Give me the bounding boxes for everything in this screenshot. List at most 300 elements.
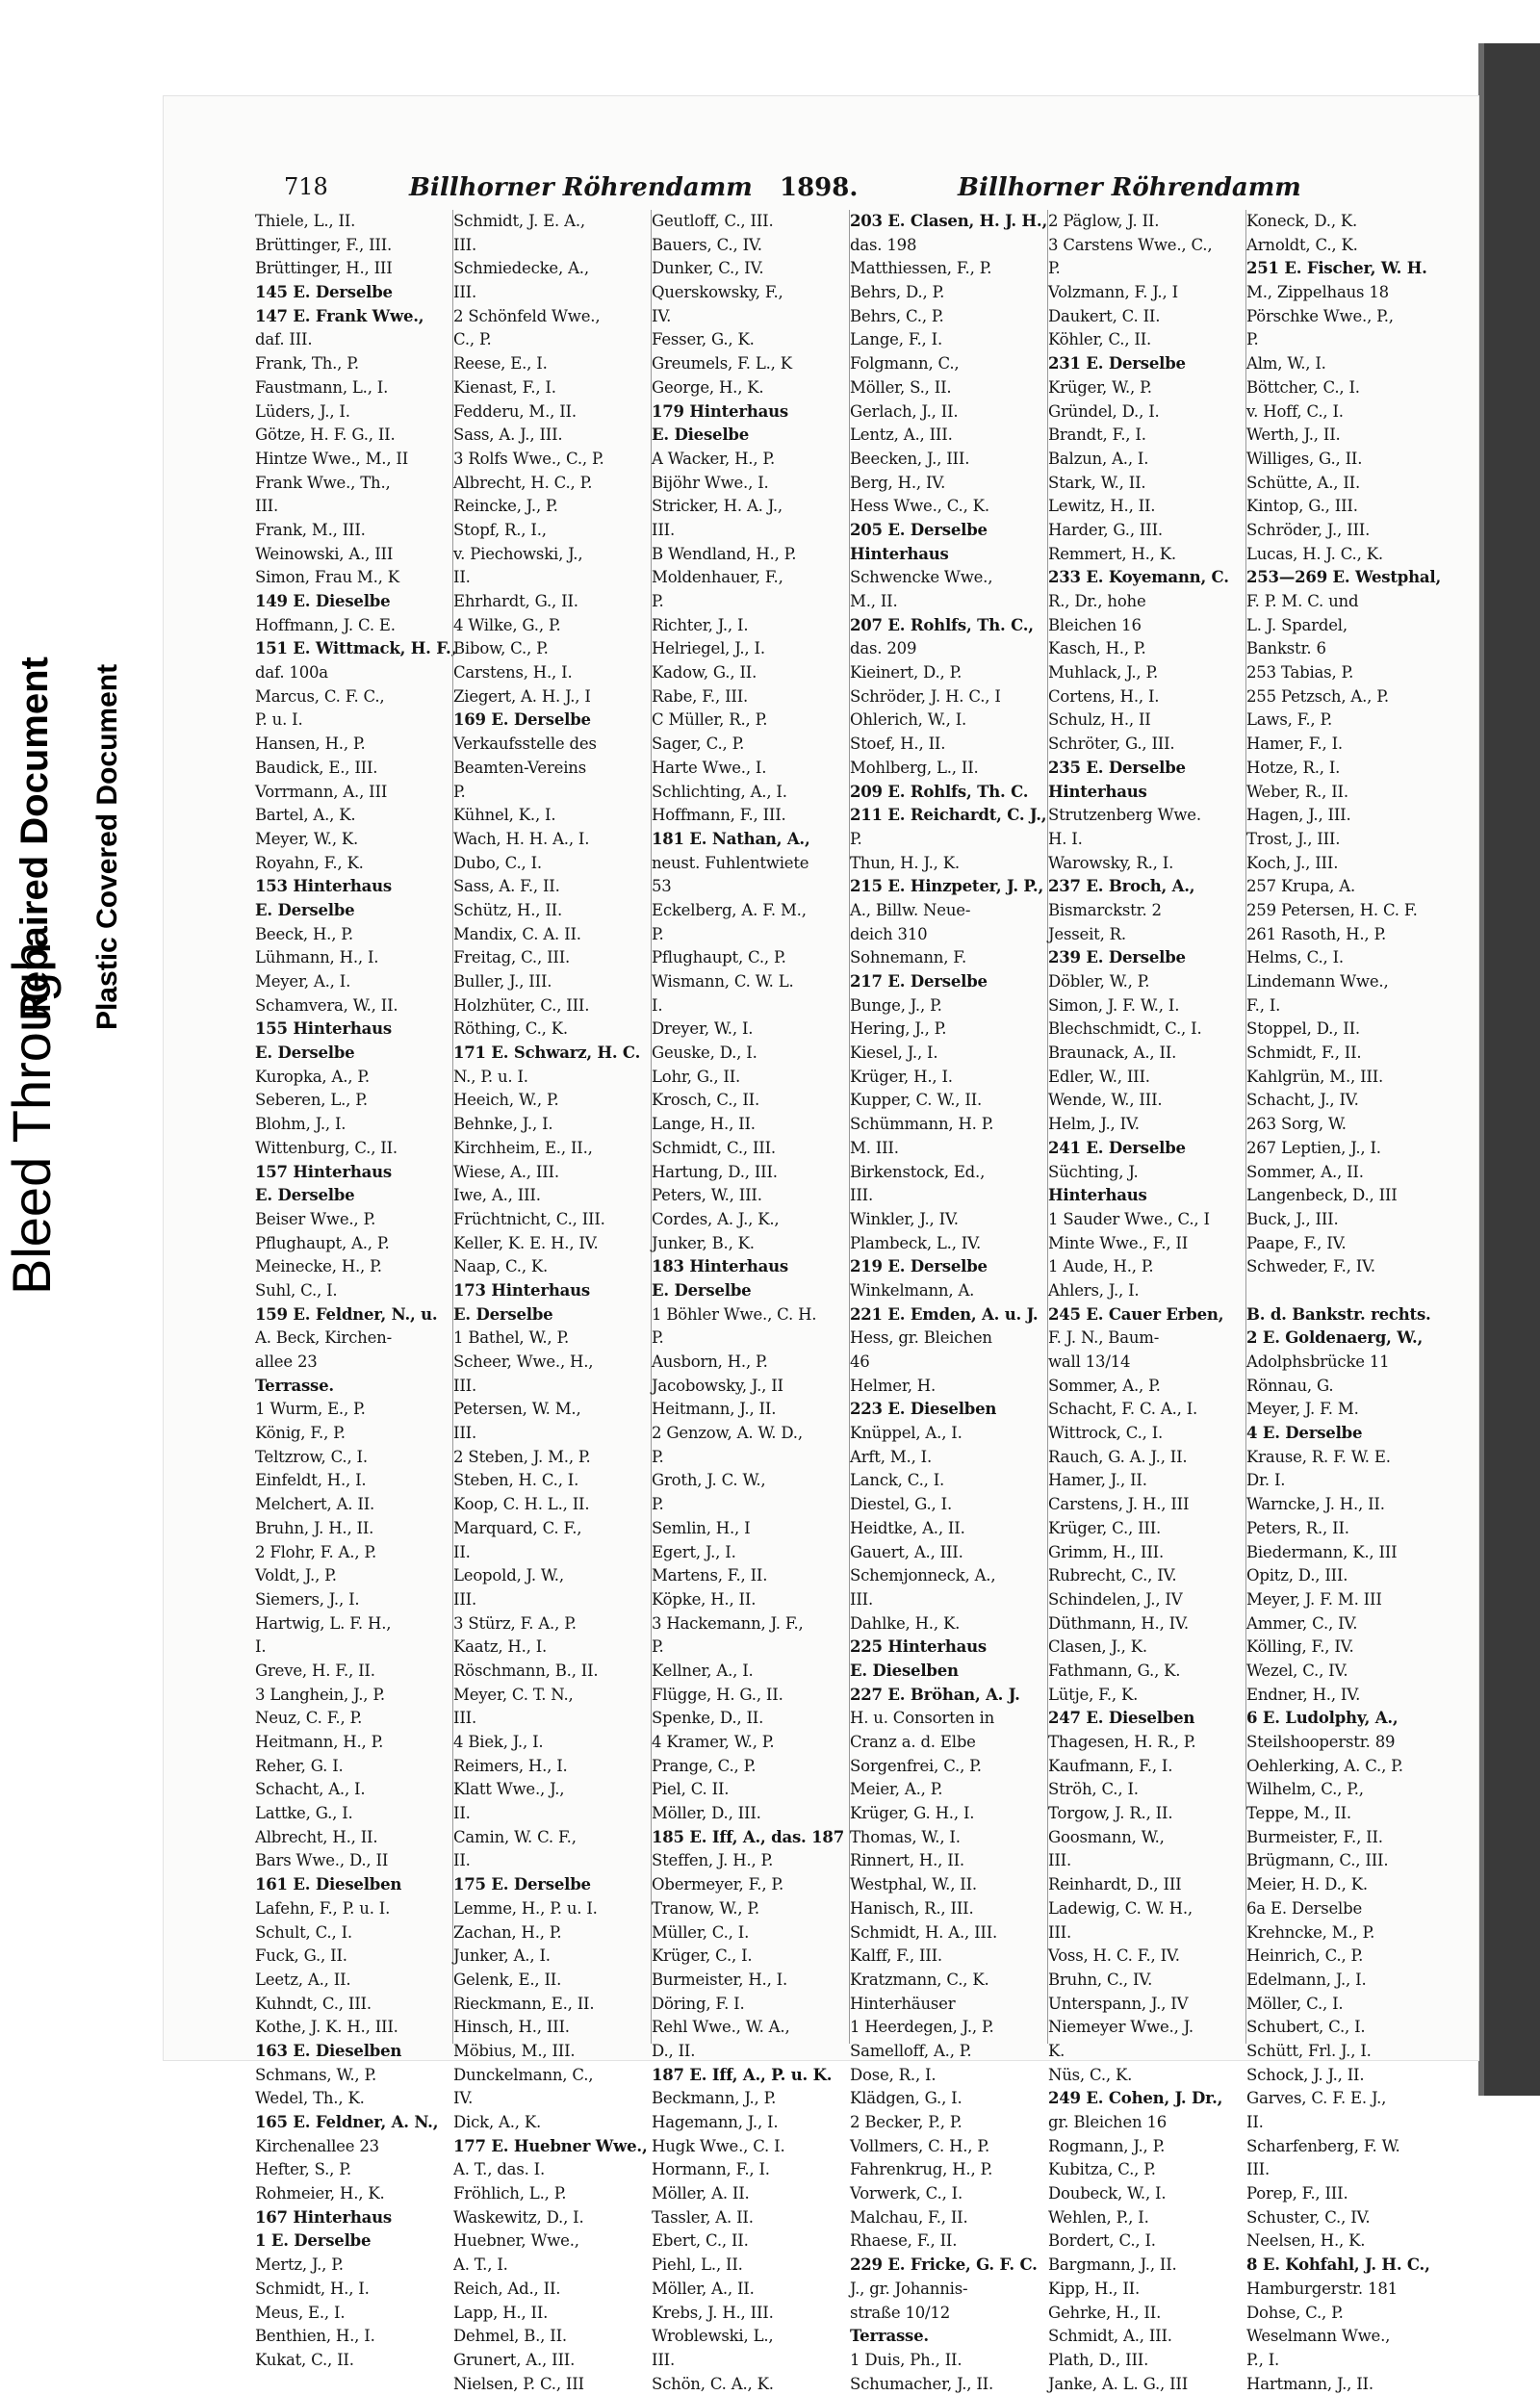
directory-entry: Schacht, A., I. bbox=[255, 1780, 366, 1799]
directory-entry: Fröhlich, L., P. bbox=[453, 2184, 567, 2203]
directory-entry: Stricker, H. A. J., bbox=[652, 497, 783, 516]
directory-entry: Brandt, F., I. bbox=[1048, 425, 1146, 445]
directory-entry: daf. III. bbox=[255, 330, 313, 349]
directory-entry: Rehl Wwe., W. A., bbox=[652, 2018, 790, 2037]
directory-entry: Werth, J., II. bbox=[1246, 425, 1341, 445]
directory-entry: Eckelberg, A. F. M., bbox=[652, 900, 807, 919]
directory-entry: Thomas, W., I. bbox=[850, 1827, 961, 1846]
directory-entry: Porep, F., III. bbox=[1246, 2184, 1348, 2203]
directory-entry: Schemjonneck, A., bbox=[850, 1566, 996, 1585]
directory-entry: Pflughaupt, C., P. bbox=[652, 948, 786, 967]
directory-entry: Lemme, H., P. u. I. bbox=[453, 1898, 598, 1918]
directory-entry: Neuz, C. F., P. bbox=[255, 1709, 363, 1728]
directory-entry: Kühnel, K., I. bbox=[453, 806, 556, 825]
directory-entry: 185 E. Iff, A., das. 187 bbox=[652, 1827, 844, 1846]
directory-entry: Cortens, H., I. bbox=[1048, 686, 1160, 706]
directory-entry: Blechschmidt, C., I. bbox=[1048, 1019, 1202, 1039]
directory-entry: I. bbox=[255, 1637, 267, 1657]
directory-entry: Schümmann, H. P. bbox=[850, 1115, 994, 1134]
directory-entry: Kellner, A., I. bbox=[652, 1661, 754, 1680]
directory-entry: Fuck, G., II. bbox=[255, 1946, 347, 1966]
directory-entry: Hoffmann, J. C. E. bbox=[255, 615, 396, 634]
directory-entry: Schmidt, F., II. bbox=[1246, 1043, 1362, 1063]
directory-entry: Janke, A. L. G., III bbox=[1048, 2374, 1189, 2393]
directory-entry: Leetz, A., II. bbox=[255, 1970, 351, 1989]
directory-entry: 3 Rolfs Wwe., C., P. bbox=[453, 449, 604, 468]
directory-entry: Harder, G., III. bbox=[1048, 520, 1163, 539]
directory-entry: Tassler, A. II. bbox=[652, 2207, 754, 2227]
directory-entry: Balzun, A., I. bbox=[1048, 449, 1149, 468]
directory-entry: Heidtke, A., II. bbox=[850, 1518, 965, 1537]
directory-entry: 46 bbox=[850, 1353, 870, 1371]
directory-entry: Köhler, C., II. bbox=[1048, 330, 1152, 349]
directory-entry: 235 E. Derselbe bbox=[1048, 758, 1186, 777]
directory-entry: Jacobowsky, J., II bbox=[652, 1376, 783, 1395]
directory-entry: Dose, R., I. bbox=[850, 2065, 937, 2084]
directory-entry: Schubert, C., I. bbox=[1246, 2018, 1366, 2037]
directory-column-1 bbox=[255, 210, 457, 2369]
directory-entry: P. bbox=[1246, 330, 1259, 349]
directory-entry: Hamer, F., I. bbox=[1246, 734, 1343, 754]
directory-entry: Rubrecht, C., IV. bbox=[1048, 1566, 1177, 1585]
directory-entry: Groth, J. C. W., bbox=[652, 1471, 766, 1490]
directory-entry: Geuske, D., I. bbox=[652, 1043, 757, 1063]
directory-entry: 2 Päglow, J. II. bbox=[1048, 212, 1160, 230]
directory-entry: Lapp, H., II. bbox=[453, 2303, 549, 2322]
directory-entry: Döbler, W., P. bbox=[1048, 972, 1150, 991]
directory-entry: Heitmann, H., P. bbox=[255, 1733, 384, 1751]
directory-entry: Sass, A. F., II. bbox=[453, 877, 560, 896]
directory-entry: Minte Wwe., F., II bbox=[1048, 1233, 1189, 1252]
directory-entry: Wroblewski, L., bbox=[652, 2327, 774, 2346]
directory-entry: 2 Flohr, F. A., P. bbox=[255, 1542, 377, 1561]
directory-entry: Piel, C. II. bbox=[652, 1780, 730, 1799]
directory-entry: K. bbox=[1048, 2041, 1065, 2060]
directory-entry: Martens, F., II. bbox=[652, 1566, 768, 1585]
directory-entry: Harte Wwe., I. bbox=[652, 758, 767, 777]
directory-entry: Ebert, C., II. bbox=[652, 2231, 749, 2251]
directory-entry: Lindemann Wwe., bbox=[1246, 972, 1389, 991]
directory-entry: Schock, J. J., II. bbox=[1246, 2065, 1365, 2084]
directory-entry: Sager, C., P. bbox=[652, 734, 745, 754]
directory-entry: A., Billw. Neue- bbox=[850, 900, 971, 919]
directory-entry: 1 Duis, Ph., II. bbox=[850, 2350, 962, 2369]
directory-entry: Krüger, W., P. bbox=[1048, 377, 1152, 397]
directory-entry: Steffen, J. H., P. bbox=[652, 1851, 774, 1870]
directory-entry: III. bbox=[453, 235, 476, 254]
directory-entry: Flügge, H. G., II. bbox=[652, 1685, 783, 1704]
directory-entry: Rhaese, F., II. bbox=[850, 2231, 958, 2251]
directory-entry: Kipp, H., II. bbox=[1048, 2279, 1141, 2298]
directory-entry: III. bbox=[850, 1186, 873, 1205]
directory-entry: III. bbox=[453, 1376, 476, 1395]
directory-entry: Suhl, C., I. bbox=[255, 1280, 338, 1300]
directory-entry: 219 E. Derselbe bbox=[850, 1257, 988, 1276]
directory-entry: Piehl, L., II. bbox=[652, 2255, 743, 2275]
directory-entry: Weber, R., II. bbox=[1246, 782, 1348, 801]
directory-entry: Daukert, C. II. bbox=[1048, 306, 1161, 325]
directory-entry: Bartel, A., K. bbox=[255, 806, 356, 825]
directory-entry: Mohlberg, L., II. bbox=[850, 758, 979, 777]
directory-entry: Hering, J., P. bbox=[850, 1019, 947, 1039]
directory-entry: Hanisch, R., III. bbox=[850, 1898, 974, 1918]
directory-entry: Bibow, C., P. bbox=[453, 639, 549, 658]
directory-entry: Bijöhr Wwe., I. bbox=[652, 473, 769, 492]
directory-entry: Meyer, A., I. bbox=[255, 972, 351, 991]
directory-entry: Thagesen, H. R., P. bbox=[1048, 1733, 1196, 1751]
directory-entry: P. bbox=[652, 924, 664, 943]
directory-entry: Hinterhaus bbox=[1048, 782, 1147, 801]
directory-entry: Spenke, D., II. bbox=[652, 1709, 764, 1728]
directory-entry: Albrecht, H., II. bbox=[255, 1827, 378, 1846]
directory-entry: Unterspann, J., IV bbox=[1048, 1994, 1189, 2013]
directory-entry: Helms, C., I. bbox=[1246, 948, 1344, 967]
directory-entry: Lüders, J., I. bbox=[255, 401, 350, 421]
directory-entry: Obermeyer, F., P. bbox=[652, 1875, 784, 1894]
directory-entry: Teppe, M., II. bbox=[1246, 1804, 1351, 1823]
directory-entry: 263 Sorg, W. bbox=[1246, 1115, 1347, 1134]
directory-entry: Lattke, G., I. bbox=[255, 1804, 353, 1823]
directory-entry: E. Derselbe bbox=[652, 1280, 752, 1300]
directory-entry: Blohm, J., I. bbox=[255, 1115, 346, 1134]
directory-entry: Diestel, G., I. bbox=[850, 1495, 952, 1514]
directory-entry: Scharfenberg, F. W. bbox=[1246, 2136, 1400, 2155]
directory-entry: Freitag, C., III. bbox=[453, 948, 571, 967]
directory-entry: Cordes, A. J., K., bbox=[652, 1209, 780, 1228]
directory-entry: Hefter, S., P. bbox=[255, 2160, 351, 2179]
directory-entry: Schumacher, J., II. bbox=[850, 2374, 994, 2393]
directory-entry: 187 E. Iff, A., P. u. K. bbox=[652, 2065, 833, 2084]
directory-entry: Schütte, A., II. bbox=[1246, 473, 1361, 492]
directory-entry: Voldt, J., P. bbox=[255, 1566, 337, 1585]
directory-entry: Richter, J., I. bbox=[652, 615, 749, 634]
directory-entry: Röschmann, B., II. bbox=[453, 1661, 599, 1680]
directory-entry: 3 Langhein, J., P. bbox=[255, 1685, 385, 1704]
directory-entry: Hinterhaus bbox=[1048, 1186, 1147, 1205]
directory-entry: H. I. bbox=[1048, 829, 1083, 848]
directory-entry: Böttcher, C., I. bbox=[1246, 377, 1360, 397]
directory-entry: Wiese, A., III. bbox=[453, 1162, 559, 1181]
directory-entry: Cranz a. d. Elbe bbox=[850, 1733, 976, 1751]
directory-entry: Schamvera, W., II. bbox=[255, 995, 398, 1015]
directory-entry: III. bbox=[255, 497, 278, 516]
directory-entry: 2 Genzow, A. W. D., bbox=[652, 1424, 803, 1443]
directory-entry: Gehrke, H., II. bbox=[1048, 2303, 1162, 2322]
directory-entry: Bruhn, C., IV. bbox=[1048, 1970, 1153, 1989]
directory-entry: N., P. u. I. bbox=[453, 1067, 528, 1086]
directory-entry: Gauert, A., III. bbox=[850, 1542, 963, 1561]
directory-entry: deich 310 bbox=[850, 924, 928, 943]
directory-entry: Meier, H. D., K. bbox=[1246, 1875, 1368, 1894]
directory-entry: III. bbox=[850, 1589, 873, 1609]
bleed-through-label: Bleed Through bbox=[1, 941, 62, 1295]
directory-entry: Meyer, C. T. N., bbox=[453, 1685, 574, 1704]
directory-entry: Kasch, H., P. bbox=[1048, 639, 1146, 658]
directory-entry: Grunert, A., III. bbox=[453, 2350, 576, 2369]
directory-entry: Klädgen, G., I. bbox=[850, 2089, 962, 2108]
directory-entry: Strutzenberg Wwe. bbox=[1048, 806, 1201, 825]
directory-entry: 159 E. Feldner, N., u. bbox=[255, 1304, 438, 1324]
directory-entry: Burmeister, F., II. bbox=[1246, 1827, 1383, 1846]
directory-entry: Wismann, C. W. L. bbox=[652, 972, 794, 991]
directory-entry: Edelmann, J., I. bbox=[1246, 1970, 1367, 1989]
directory-entry: A. Beck, Kirchen- bbox=[255, 1328, 392, 1348]
directory-entry: III. bbox=[1048, 1922, 1071, 1942]
directory-entry: Lühmann, H., I. bbox=[255, 948, 379, 967]
directory-entry: 175 E. Derselbe bbox=[453, 1875, 591, 1894]
directory-entry: II. bbox=[453, 1851, 471, 1870]
directory-entry: Endner, H., IV. bbox=[1246, 1685, 1361, 1704]
directory-entry: Terrasse. bbox=[255, 1376, 334, 1395]
directory-entry: Birkenstock, Ed., bbox=[850, 1162, 986, 1181]
directory-entry: Röthing, C., K. bbox=[453, 1019, 568, 1039]
directory-entry: Garves, C. F. E. J., bbox=[1246, 2089, 1387, 2108]
directory-entry: 4 E. Derselbe bbox=[1246, 1424, 1363, 1443]
directory-entry: Krüger, H., I. bbox=[850, 1067, 953, 1086]
directory-entry: Kuhndt, C., III. bbox=[255, 1994, 372, 2013]
directory-entry: 1 Bathel, W., P. bbox=[453, 1328, 570, 1348]
directory-entry: 2 Becker, P., P. bbox=[850, 2113, 962, 2131]
directory-entry: Wittrock, C., I. bbox=[1048, 1424, 1164, 1443]
running-head-left: Billhorner Röhrendamm bbox=[409, 173, 753, 202]
directory-entry: Prange, C., P. bbox=[652, 1756, 757, 1775]
page-header bbox=[284, 173, 1449, 208]
directory-entry: Kukat, C., II. bbox=[255, 2350, 354, 2369]
directory-entry: Frank, Th., P. bbox=[255, 354, 359, 374]
directory-entry: Winkelmann, A. bbox=[850, 1280, 975, 1300]
directory-entry: Bunge, J., P. bbox=[850, 995, 942, 1015]
directory-entry: Stoppel, D., II. bbox=[1246, 1019, 1360, 1039]
directory-entry: Schmiedecke, A., bbox=[453, 259, 589, 278]
directory-entry: Kuropka, A., P. bbox=[255, 1067, 370, 1086]
directory-entry: M., Zippelhaus 18 bbox=[1246, 283, 1389, 302]
directory-entry: Möller, D., III. bbox=[652, 1804, 761, 1823]
directory-entry: Mertz, J., P. bbox=[255, 2255, 344, 2275]
directory-entry: Rinnert, H., II. bbox=[850, 1851, 964, 1870]
directory-entry: Jesseit, R. bbox=[1048, 924, 1126, 943]
directory-entry: Dunker, C., IV. bbox=[652, 259, 764, 278]
directory-entry: III. bbox=[1048, 1851, 1071, 1870]
directory-entry: Plambeck, L., IV. bbox=[850, 1233, 982, 1252]
directory-entry: A. T., das. I. bbox=[453, 2160, 546, 2179]
directory-entry: E. Derselbe bbox=[255, 900, 355, 919]
directory-entry: Greumels, F. L., K bbox=[652, 354, 792, 374]
directory-entry: M. III. bbox=[850, 1138, 899, 1157]
directory-entry: Dahlke, H., K. bbox=[850, 1613, 961, 1633]
directory-entry: Beecken, J., III. bbox=[850, 449, 970, 468]
directory-entry: Vorwerk, C., I. bbox=[850, 2184, 963, 2203]
directory-entry: Wezel, C., IV. bbox=[1246, 1661, 1348, 1680]
directory-entry: Kölling, F., IV. bbox=[1246, 1637, 1354, 1657]
directory-entry: Wehlen, P., I. bbox=[1048, 2207, 1149, 2227]
directory-entry: 2 Steben, J. M., P. bbox=[453, 1447, 591, 1466]
directory-entry: Einfeldt, H., I. bbox=[255, 1471, 367, 1490]
directory-entry: Lucas, H. J. C., K. bbox=[1246, 544, 1383, 563]
directory-entry: Hartwig, L. F. H., bbox=[255, 1613, 392, 1633]
directory-entry: Torgow, J. R., II. bbox=[1048, 1804, 1173, 1823]
directory-entry: Hagen, J., III. bbox=[1246, 806, 1351, 825]
directory-entry: Rabe, F., III. bbox=[652, 686, 749, 706]
directory-entry: Gelenk, E., II. bbox=[453, 1970, 562, 1989]
directory-entry: 3 Hackemann, J. F., bbox=[652, 1613, 804, 1633]
page-year: 1898. bbox=[780, 173, 859, 202]
directory-entry: Carstens, J. H., III bbox=[1048, 1495, 1190, 1514]
directory-entry: König, F., P. bbox=[255, 1424, 346, 1443]
directory-entry: II. bbox=[1246, 2113, 1264, 2131]
directory-entry: Hagemann, J., I. bbox=[652, 2113, 779, 2131]
directory-entry: II. bbox=[453, 1804, 471, 1823]
directory-entry: v. Piechowski, J., bbox=[453, 544, 583, 563]
directory-entry: Moldenhauer, F., bbox=[652, 568, 783, 587]
directory-entry: Faustmann, L., I. bbox=[255, 377, 389, 397]
directory-entry: Heitmann, J., II. bbox=[652, 1400, 777, 1419]
directory-entry: Pflughaupt, A., P. bbox=[255, 1233, 390, 1252]
directory-entry: 4 Kramer, W., P. bbox=[652, 1733, 775, 1751]
directory-entry: E. Dieselbe bbox=[652, 425, 750, 445]
directory-entry: H. u. Consorten in bbox=[850, 1709, 995, 1728]
directory-entry: 205 E. Derselbe bbox=[850, 520, 988, 539]
directory-entry: Schweder, F., IV. bbox=[1246, 1257, 1375, 1276]
directory-entry: Hinterhaus bbox=[850, 544, 949, 563]
directory-entry: C Müller, R., P. bbox=[652, 710, 768, 730]
directory-entry: Wedel, Th., K. bbox=[255, 2089, 365, 2108]
directory-entry: 179 Hinterhaus bbox=[652, 401, 789, 421]
directory-entry: J., gr. Johannis- bbox=[850, 2279, 968, 2298]
directory-entry: 149 E. Dieselbe bbox=[255, 592, 391, 610]
directory-entry: Zachan, H., P. bbox=[453, 1922, 562, 1942]
directory-entry: Albrecht, H. C., P. bbox=[453, 473, 593, 492]
directory-entry: Beiser Wwe., P. bbox=[255, 1209, 376, 1228]
directory-entry: Koop, C. H. L., II. bbox=[453, 1495, 590, 1514]
directory-entry: Meinecke, H., P. bbox=[255, 1257, 382, 1276]
directory-entry: Warncke, J. H., II. bbox=[1246, 1495, 1385, 1514]
directory-column-3 bbox=[651, 210, 847, 2393]
directory-entry: Wende, W., III. bbox=[1048, 1091, 1163, 1110]
directory-entry: 1 Wurm, E., P. bbox=[255, 1400, 366, 1419]
directory-entry: 1 E. Derselbe bbox=[255, 2231, 372, 2251]
directory-entry: Frank Wwe., Th., bbox=[255, 473, 391, 492]
directory-entry: Niemeyer Wwe., J. bbox=[1048, 2018, 1194, 2037]
directory-entry: E. Derselbe bbox=[255, 1043, 355, 1063]
directory-entry: 221 E. Emden, A. u. J. bbox=[850, 1304, 1039, 1324]
directory-entry: Rogmann, J., P. bbox=[1048, 2136, 1166, 2155]
directory-entry: Schmidt, H., I. bbox=[255, 2279, 370, 2298]
directory-entry: Arft, M., I. bbox=[850, 1447, 933, 1466]
directory-entry: Beeck, H., P. bbox=[255, 924, 353, 943]
directory-entry: Holzhüter, C., III. bbox=[453, 995, 590, 1015]
directory-entry: 261 Rasoth, H., P. bbox=[1246, 924, 1387, 943]
directory-entry: Seberen, L., P. bbox=[255, 1091, 368, 1110]
directory-entry: 6 E. Ludolphy, A., bbox=[1246, 1709, 1399, 1728]
directory-entry: Schacht, F. C. A., I. bbox=[1048, 1400, 1198, 1419]
directory-entry: Schacht, J., IV. bbox=[1246, 1091, 1359, 1110]
directory-entry: Schuster, C., IV. bbox=[1246, 2207, 1371, 2227]
directory-entry: Naap, C., K. bbox=[453, 1257, 549, 1276]
scan-background-edge bbox=[1484, 43, 1540, 2096]
directory-entry: Behrs, D., P. bbox=[850, 283, 945, 302]
directory-entry: Schindelen, J., IV bbox=[1048, 1589, 1183, 1609]
directory-entry: M., II. bbox=[850, 592, 898, 610]
directory-entry: Bauers, C., IV. bbox=[652, 235, 762, 254]
directory-entry: Hormann, F., I. bbox=[652, 2160, 770, 2179]
directory-entry: III. bbox=[453, 1424, 476, 1443]
directory-entry: F., I. bbox=[1246, 995, 1281, 1015]
directory-entry: Peters, R., II. bbox=[1246, 1518, 1349, 1537]
directory-entry: Krosch, C., II. bbox=[652, 1091, 760, 1110]
directory-entry: 207 E. Rohlfs, Th. C., bbox=[850, 615, 1034, 634]
directory-entry: Döring, F. I. bbox=[652, 1994, 745, 2013]
directory-entry: 8 E. Kohfahl, J. H. C., bbox=[1246, 2255, 1430, 2275]
directory-entry: Malchau, F., II. bbox=[850, 2207, 968, 2227]
directory-entry: Junker, A., I. bbox=[453, 1946, 551, 1966]
directory-entry: Stark, W., II. bbox=[1048, 473, 1146, 492]
directory-entry: Brügmann, C., III. bbox=[1246, 1851, 1389, 1870]
directory-entry: 167 Hinterhaus bbox=[255, 2207, 393, 2227]
directory-entry: Doubeck, W., I. bbox=[1048, 2184, 1167, 2203]
directory-entry: Heinrich, C., P. bbox=[1246, 1946, 1364, 1966]
directory-entry: Sommer, A., P. bbox=[1048, 1376, 1161, 1395]
directory-entry: P. bbox=[652, 1447, 664, 1466]
directory-entry: Paape, F., IV. bbox=[1246, 1233, 1347, 1252]
directory-column-2 bbox=[452, 210, 649, 2393]
directory-entry: 253 Tabias, P. bbox=[1246, 663, 1354, 683]
directory-entry: Dunckelmann, C., bbox=[453, 2065, 594, 2084]
directory-entry: Schröder, J., III. bbox=[1246, 520, 1371, 539]
directory-entry: Baudick, E., III. bbox=[255, 758, 378, 777]
directory-entry: Petersen, W. M., bbox=[453, 1400, 581, 1419]
directory-entry: Ziegert, A. H. J., I bbox=[453, 686, 591, 706]
directory-entry: Schütt, Frl. J., I. bbox=[1246, 2041, 1372, 2060]
directory-entry: Junker, B., K. bbox=[652, 1233, 755, 1252]
directory-entry: 237 E. Broch, A., bbox=[1048, 877, 1195, 896]
directory-entry: P. u. I. bbox=[255, 710, 303, 730]
directory-entry: 225 Hinterhaus bbox=[850, 1637, 988, 1657]
directory-entry: Hess, gr. Bleichen bbox=[850, 1328, 992, 1348]
directory-entry: Helriegel, J., I. bbox=[652, 639, 765, 658]
directory-entry: Keller, K. E. H., IV. bbox=[453, 1233, 599, 1252]
directory-entry: Fathmann, G., K. bbox=[1048, 1661, 1181, 1680]
directory-entry: 255 Petzsch, A., P. bbox=[1246, 686, 1389, 706]
directory-column-6 bbox=[1245, 210, 1442, 2393]
directory-entry: Heeich, W., P. bbox=[453, 1091, 559, 1110]
directory-entry: Schmans, W., P. bbox=[255, 2065, 377, 2084]
directory-entry: Köpke, H., II. bbox=[652, 1589, 757, 1609]
directory-entry: Kaatz, H., I. bbox=[453, 1637, 548, 1657]
directory-entry: Meus, E., I. bbox=[255, 2303, 346, 2322]
directory-entry: 165 E. Feldner, A. N., bbox=[255, 2113, 439, 2131]
directory-entry: 231 E. Derselbe bbox=[1048, 354, 1186, 374]
directory-entry: Reincke, J., P. bbox=[453, 497, 558, 516]
directory-entry: Sohnemann, F. bbox=[850, 948, 967, 967]
directory-entry: 239 E. Derselbe bbox=[1048, 948, 1186, 967]
directory-entry: neust. Fuhlentwiete bbox=[652, 853, 809, 872]
directory-entry: Huebner, Wwe., bbox=[453, 2231, 579, 2251]
directory-column-5 bbox=[1047, 210, 1244, 2393]
directory-entry: 251 E. Fischer, W. H. bbox=[1246, 259, 1427, 278]
directory-entry: Süchting, J. bbox=[1048, 1162, 1139, 1181]
directory-entry: Klatt Wwe., J., bbox=[453, 1780, 565, 1799]
directory-entry: Waskewitz, D., I. bbox=[453, 2207, 584, 2227]
directory-entry: 181 E. Nathan, A., bbox=[652, 829, 810, 848]
directory-entry: Reese, E., I. bbox=[453, 354, 548, 374]
directory-entry: Bargmann, J., II. bbox=[1048, 2255, 1177, 2275]
directory-entry: Nielsen, P. C., III bbox=[453, 2374, 584, 2393]
directory-entry: 215 E. Hinzpeter, J. P., bbox=[850, 877, 1043, 896]
directory-entry: Kupper, C. W., II. bbox=[850, 1091, 983, 1110]
directory-entry: 171 E. Schwarz, H. C. bbox=[453, 1043, 641, 1063]
directory-entry: Simon, Frau M., K bbox=[255, 568, 399, 587]
directory-entry: Marquard, C. F., bbox=[453, 1518, 582, 1537]
